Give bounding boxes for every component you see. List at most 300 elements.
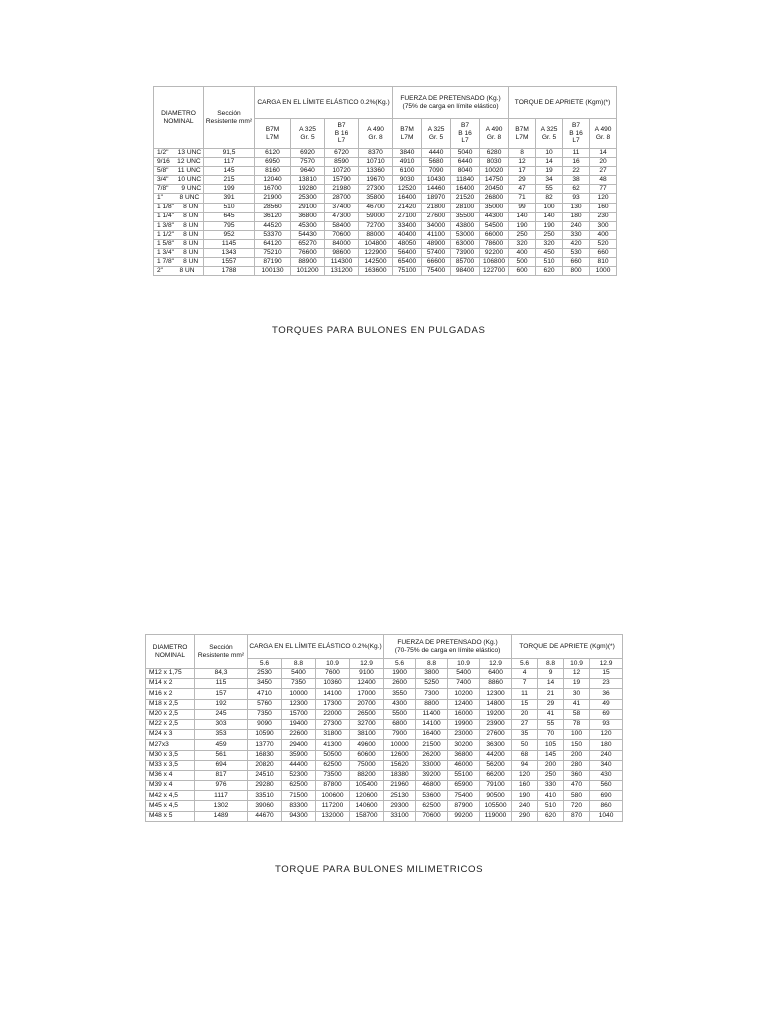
value-cell: 8370: [359, 149, 393, 158]
value-cell: 44670: [248, 811, 282, 821]
value-cell: 38: [563, 176, 590, 185]
value-cell: 21900: [255, 194, 291, 203]
table-row: [146, 719, 623, 729]
table-row: [146, 811, 623, 821]
section-cell: 1557: [204, 258, 255, 267]
value-cell: 58400: [325, 221, 359, 230]
value-cell: 10590: [248, 730, 282, 740]
grade-header: A 490 Gr. 8: [590, 119, 617, 149]
value-cell: 49: [590, 699, 623, 709]
grade-header: A 325 Gr. 5: [291, 119, 325, 149]
value-cell: 142500: [359, 258, 393, 267]
value-cell: 100600: [316, 791, 350, 801]
value-cell: 17300: [316, 699, 350, 709]
value-cell: 14800: [480, 699, 512, 709]
section-cell: 199: [204, 185, 255, 194]
value-cell: 65270: [291, 239, 325, 248]
value-cell: 27300: [359, 185, 393, 194]
grade-header: B7M L7M: [393, 119, 422, 149]
section-cell: 645: [204, 212, 255, 221]
section-cell: 976: [195, 781, 248, 791]
value-cell: 120: [512, 770, 538, 780]
diameter-cell: 7/8" 9 UNC: [154, 185, 204, 194]
grade-header: A 325 Gr. 5: [422, 119, 451, 149]
value-cell: 3800: [416, 669, 448, 679]
value-cell: 20700: [350, 699, 384, 709]
value-cell: 105: [538, 740, 564, 750]
value-cell: 19: [564, 679, 590, 689]
value-cell: 47: [509, 185, 536, 194]
grade-header: 10.9: [316, 659, 350, 669]
value-cell: 2600: [384, 679, 416, 689]
value-cell: 22600: [282, 730, 316, 740]
grade-header: 12.9: [480, 659, 512, 669]
value-cell: 85700: [451, 258, 480, 267]
value-cell: 10: [536, 149, 563, 158]
table-row: [154, 249, 617, 258]
section-cell: 1145: [204, 239, 255, 248]
value-cell: 41: [564, 699, 590, 709]
value-cell: 660: [590, 249, 617, 258]
value-cell: 620: [536, 267, 563, 276]
value-cell: 12400: [350, 679, 384, 689]
value-cell: 430: [590, 770, 623, 780]
value-cell: 16400: [416, 730, 448, 740]
value-cell: 71: [509, 194, 536, 203]
section-cell: 192: [195, 699, 248, 709]
value-cell: 340: [590, 760, 623, 770]
section-cell: 795: [204, 221, 255, 230]
value-cell: 132000: [316, 811, 350, 821]
value-cell: 100: [536, 203, 563, 212]
table-row: [154, 267, 617, 276]
value-cell: 660: [563, 258, 590, 267]
value-cell: 870: [564, 811, 590, 821]
value-cell: 6440: [451, 158, 480, 167]
value-cell: 27300: [316, 719, 350, 729]
value-cell: 33000: [416, 760, 448, 770]
value-cell: 7600: [316, 669, 350, 679]
value-cell: 15: [512, 699, 538, 709]
value-cell: 10000: [282, 689, 316, 699]
section-cell: 391: [204, 194, 255, 203]
value-cell: 84000: [325, 239, 359, 248]
value-cell: 62500: [282, 781, 316, 791]
value-cell: 620: [538, 811, 564, 821]
grade-header: B7 B 16 L7: [325, 119, 359, 149]
value-cell: 5040: [451, 149, 480, 158]
value-cell: 39200: [416, 770, 448, 780]
value-cell: 72700: [359, 221, 393, 230]
grade-header: 5.6: [384, 659, 416, 669]
value-cell: 200: [564, 750, 590, 760]
diameter-cell: M12 x 1,75: [146, 669, 195, 679]
diameter-cell: M27x3: [146, 740, 195, 750]
diameter-cell: 1 3/4" 8 UN: [154, 249, 204, 258]
value-cell: 27600: [480, 730, 512, 740]
value-cell: 71500: [282, 791, 316, 801]
value-cell: 9030: [393, 176, 422, 185]
value-cell: 34000: [422, 221, 451, 230]
value-cell: 16000: [448, 709, 480, 719]
table-row: [146, 791, 623, 801]
value-cell: 27100: [393, 212, 422, 221]
metric-torque-table: [145, 634, 623, 822]
value-cell: 46000: [448, 760, 480, 770]
value-cell: 15: [590, 669, 623, 679]
value-cell: 60600: [350, 750, 384, 760]
value-cell: 70: [538, 730, 564, 740]
value-cell: 21980: [325, 185, 359, 194]
grade-header: 10.9: [564, 659, 590, 669]
section-cell: 117: [204, 158, 255, 167]
value-cell: 7300: [416, 689, 448, 699]
value-cell: 36800: [448, 750, 480, 760]
value-cell: 94: [512, 760, 538, 770]
section-cell: 84,3: [195, 669, 248, 679]
diameter-cell: 1/2" 13 UNC: [154, 149, 204, 158]
value-cell: 56200: [480, 760, 512, 770]
value-cell: 44520: [255, 221, 291, 230]
value-cell: 230: [590, 212, 617, 221]
value-cell: 100: [564, 730, 590, 740]
value-cell: 19400: [282, 719, 316, 729]
value-cell: 23900: [480, 719, 512, 729]
value-cell: 145: [538, 750, 564, 760]
value-cell: 36: [590, 689, 623, 699]
value-cell: 470: [564, 781, 590, 791]
value-cell: 14750: [480, 176, 509, 185]
table-row: [146, 699, 623, 709]
metric-table-caption: TORQUE PARA BULONES MILIMETRICOS: [275, 864, 484, 875]
value-cell: 33510: [248, 791, 282, 801]
value-cell: 75400: [422, 267, 451, 276]
fuerza-header: FUERZA DE PRETENSADO (Kg.) (75% de carga en límite elástico): [393, 87, 509, 119]
value-cell: 17: [509, 167, 536, 176]
value-cell: 122700: [480, 267, 509, 276]
value-cell: 140: [509, 212, 536, 221]
table-row: [154, 167, 617, 176]
value-cell: 290: [512, 811, 538, 821]
value-cell: 9100: [350, 669, 384, 679]
value-cell: 190: [509, 221, 536, 230]
value-cell: 8030: [480, 158, 509, 167]
value-cell: 860: [590, 801, 623, 811]
value-cell: 27: [512, 719, 538, 729]
value-cell: 35900: [282, 750, 316, 760]
value-cell: 20820: [248, 760, 282, 770]
table-row: [154, 212, 617, 221]
inch-torque-table: [153, 86, 617, 276]
value-cell: 6280: [480, 149, 509, 158]
value-cell: 98600: [325, 249, 359, 258]
value-cell: 69: [590, 709, 623, 719]
value-cell: 25130: [384, 791, 416, 801]
diameter-cell: M16 x 2: [146, 689, 195, 699]
value-cell: 70600: [416, 811, 448, 821]
table-row: [154, 239, 617, 248]
value-cell: 35000: [480, 203, 509, 212]
value-cell: 26800: [480, 194, 509, 203]
value-cell: 250: [538, 770, 564, 780]
value-cell: 75000: [350, 760, 384, 770]
grade-header: 10.9: [448, 659, 480, 669]
value-cell: 810: [590, 258, 617, 267]
value-cell: 5400: [282, 669, 316, 679]
table-row: [146, 760, 623, 770]
value-cell: 16700: [255, 185, 291, 194]
section-cell: 1343: [204, 249, 255, 258]
value-cell: 120: [590, 194, 617, 203]
value-cell: 10720: [325, 167, 359, 176]
value-cell: 47300: [325, 212, 359, 221]
section-cell: 1489: [195, 811, 248, 821]
seccion-header: Sección Resistente mm²: [204, 87, 255, 149]
value-cell: 7570: [291, 158, 325, 167]
value-cell: 12600: [384, 750, 416, 760]
value-cell: 190: [512, 791, 538, 801]
value-cell: 55: [536, 185, 563, 194]
value-cell: 21500: [416, 740, 448, 750]
value-cell: 28100: [451, 203, 480, 212]
diameter-cell: M14 x 2: [146, 679, 195, 689]
value-cell: 12: [509, 158, 536, 167]
value-cell: 400: [509, 249, 536, 258]
value-cell: 12400: [448, 699, 480, 709]
value-cell: 105500: [480, 801, 512, 811]
value-cell: 32700: [350, 719, 384, 729]
value-cell: 9640: [291, 167, 325, 176]
value-cell: 200: [538, 760, 564, 770]
value-cell: 7350: [282, 679, 316, 689]
value-cell: 88000: [359, 230, 393, 239]
value-cell: 53600: [416, 791, 448, 801]
value-cell: 34: [536, 176, 563, 185]
grade-header: 8.8: [416, 659, 448, 669]
value-cell: 59000: [359, 212, 393, 221]
value-cell: 420: [563, 239, 590, 248]
value-cell: 14: [538, 679, 564, 689]
value-cell: 8860: [480, 679, 512, 689]
diameter-cell: 9/16 12 UNC: [154, 158, 204, 167]
diametro-header: DIAMETRO NOMINAL: [146, 635, 195, 669]
value-cell: 30: [564, 689, 590, 699]
value-cell: 29: [509, 176, 536, 185]
section-cell: 817: [195, 770, 248, 780]
value-cell: 7900: [384, 730, 416, 740]
grade-header: B7M L7M: [255, 119, 291, 149]
value-cell: 50: [512, 740, 538, 750]
value-cell: 5400: [448, 669, 480, 679]
value-cell: 93: [563, 194, 590, 203]
value-cell: 8040: [451, 167, 480, 176]
value-cell: 40400: [393, 230, 422, 239]
torque-header: TORQUE DE APRIETE (Kgm)(*): [509, 87, 617, 119]
value-cell: 580: [564, 791, 590, 801]
value-cell: 320: [509, 239, 536, 248]
value-cell: 20: [512, 709, 538, 719]
section-cell: 157: [195, 689, 248, 699]
diameter-cell: 1 7/8" 8 UN: [154, 258, 204, 267]
value-cell: 9: [538, 669, 564, 679]
value-cell: 5500: [384, 709, 416, 719]
value-cell: 158700: [350, 811, 384, 821]
grade-header: 12.9: [590, 659, 623, 669]
value-cell: 55: [538, 719, 564, 729]
value-cell: 5250: [416, 679, 448, 689]
value-cell: 12520: [393, 185, 422, 194]
section-cell: 215: [204, 176, 255, 185]
table-row: [154, 149, 617, 158]
diameter-cell: M36 x 4: [146, 770, 195, 780]
value-cell: 75100: [393, 267, 422, 276]
section-cell: 1302: [195, 801, 248, 811]
value-cell: 10200: [448, 689, 480, 699]
diameter-cell: 5/8" 11 UNC: [154, 167, 204, 176]
value-cell: 510: [538, 801, 564, 811]
value-cell: 105400: [350, 781, 384, 791]
value-cell: 56400: [393, 249, 422, 258]
value-cell: 130: [563, 203, 590, 212]
value-cell: 250: [536, 230, 563, 239]
value-cell: 78600: [480, 239, 509, 248]
section-cell: 91,5: [204, 149, 255, 158]
value-cell: 26200: [416, 750, 448, 760]
value-cell: 6800: [384, 719, 416, 729]
value-cell: 114300: [325, 258, 359, 267]
value-cell: 10430: [422, 176, 451, 185]
value-cell: 14460: [422, 185, 451, 194]
value-cell: 320: [536, 239, 563, 248]
diameter-cell: M33 x 3,5: [146, 760, 195, 770]
table-row: [146, 709, 623, 719]
value-cell: 41300: [316, 740, 350, 750]
section-cell: 1117: [195, 791, 248, 801]
value-cell: 690: [590, 791, 623, 801]
table-row: [154, 185, 617, 194]
value-cell: 27: [590, 167, 617, 176]
diameter-cell: 1" 8 UNC: [154, 194, 204, 203]
value-cell: 11: [563, 149, 590, 158]
table-row: [146, 781, 623, 791]
grade-header: A 490 Gr. 8: [359, 119, 393, 149]
diameter-cell: M30 x 3,5: [146, 750, 195, 760]
value-cell: 7400: [448, 679, 480, 689]
diameter-cell: 3/4" 10 UNC: [154, 176, 204, 185]
value-cell: 104800: [359, 239, 393, 248]
value-cell: 52300: [282, 770, 316, 780]
grade-header: A 490 Gr. 8: [480, 119, 509, 149]
value-cell: 10000: [384, 740, 416, 750]
section-cell: 561: [195, 750, 248, 760]
value-cell: 12300: [480, 689, 512, 699]
value-cell: 140600: [350, 801, 384, 811]
diameter-cell: M18 x 2,5: [146, 699, 195, 709]
table-row: [146, 740, 623, 750]
value-cell: 160: [512, 781, 538, 791]
value-cell: 13810: [291, 176, 325, 185]
value-cell: 8: [509, 149, 536, 158]
value-cell: 10360: [316, 679, 350, 689]
value-cell: 13770: [248, 740, 282, 750]
value-cell: 79100: [480, 781, 512, 791]
table-row: [146, 750, 623, 760]
value-cell: 19670: [359, 176, 393, 185]
diameter-cell: 1 5/8" 8 UN: [154, 239, 204, 248]
value-cell: 330: [563, 230, 590, 239]
value-cell: 120: [590, 730, 623, 740]
value-cell: 45300: [291, 221, 325, 230]
value-cell: 14100: [416, 719, 448, 729]
diameter-cell: M22 x 2,5: [146, 719, 195, 729]
value-cell: 4300: [384, 699, 416, 709]
value-cell: 66200: [480, 770, 512, 780]
value-cell: 101200: [291, 267, 325, 276]
diameter-cell: 1 1/4" 8 UN: [154, 212, 204, 221]
grade-header: 5.6: [512, 659, 538, 669]
value-cell: 19: [536, 167, 563, 176]
value-cell: 41100: [422, 230, 451, 239]
value-cell: 720: [564, 801, 590, 811]
value-cell: 5760: [248, 699, 282, 709]
value-cell: 6400: [480, 669, 512, 679]
value-cell: 140: [536, 212, 563, 221]
value-cell: 88200: [350, 770, 384, 780]
value-cell: 300: [590, 221, 617, 230]
value-cell: 500: [509, 258, 536, 267]
value-cell: 122900: [359, 249, 393, 258]
value-cell: 26500: [350, 709, 384, 719]
value-cell: 54430: [291, 230, 325, 239]
value-cell: 4: [512, 669, 538, 679]
grade-header: A 325 Gr. 5: [536, 119, 563, 149]
value-cell: 11: [512, 689, 538, 699]
diameter-cell: M45 x 4,5: [146, 801, 195, 811]
grade-header: B7 B 16 L7: [563, 119, 590, 149]
value-cell: 88900: [291, 258, 325, 267]
value-cell: 87190: [255, 258, 291, 267]
value-cell: 280: [564, 760, 590, 770]
value-cell: 44200: [480, 750, 512, 760]
value-cell: 87900: [448, 801, 480, 811]
value-cell: 12300: [282, 699, 316, 709]
table-row: [154, 194, 617, 203]
section-cell: 353: [195, 730, 248, 740]
value-cell: 57400: [422, 249, 451, 258]
value-cell: 99200: [448, 811, 480, 821]
value-cell: 240: [512, 801, 538, 811]
value-cell: 92200: [480, 249, 509, 258]
grade-header: B7 B 16 L7: [451, 119, 480, 149]
section-cell: 952: [204, 230, 255, 239]
value-cell: 90500: [480, 791, 512, 801]
grade-header: 8.8: [282, 659, 316, 669]
value-cell: 10020: [480, 167, 509, 176]
value-cell: 16: [563, 158, 590, 167]
value-cell: 1900: [384, 669, 416, 679]
value-cell: 800: [563, 267, 590, 276]
value-cell: 7: [512, 679, 538, 689]
value-cell: 2530: [248, 669, 282, 679]
value-cell: 1040: [590, 811, 623, 821]
value-cell: 62500: [316, 760, 350, 770]
section-cell: 145: [204, 167, 255, 176]
table-row: [146, 689, 623, 699]
value-cell: 49600: [350, 740, 384, 750]
value-cell: 75400: [448, 791, 480, 801]
section-cell: 459: [195, 740, 248, 750]
value-cell: 450: [536, 249, 563, 258]
